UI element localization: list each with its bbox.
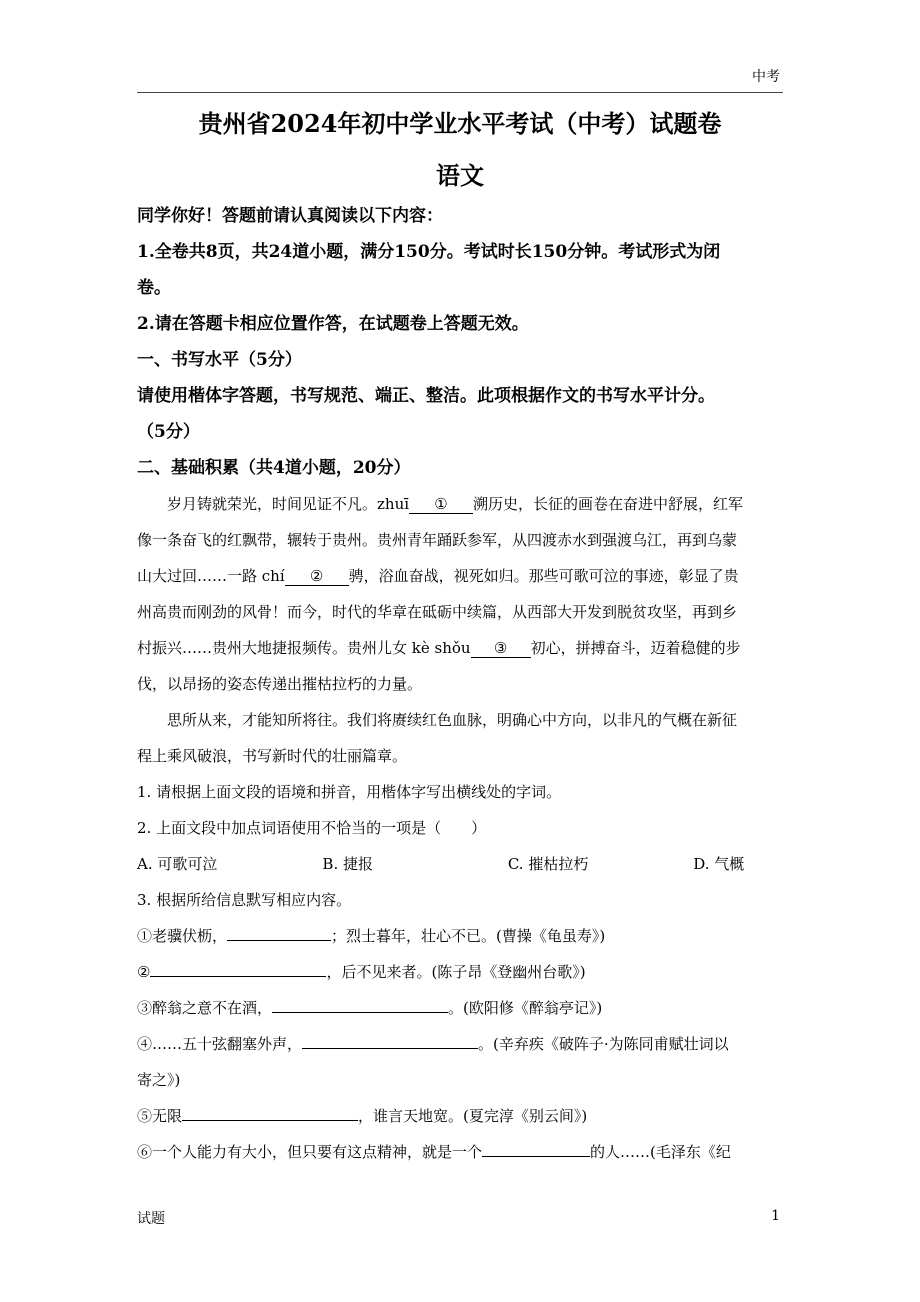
- question-1: 1. 请根据上面文段的语境和拼音，用楷体字写出横线处的字词。: [137, 783, 562, 801]
- page-number: 1: [771, 1208, 780, 1224]
- note-1: 1.全卷共8页，共24道小题，满分150分。考试时长150分钟。考试形式为闭: [137, 242, 721, 262]
- recite-item-1: ①老骥伏枥， ；烈士暮年，壮心不已。(曹操《龟虽寿》): [137, 927, 606, 945]
- question-2: 2. 上面文段中加点词语使用不恰当的一项是（ ）: [137, 819, 487, 837]
- recite-blank: [150, 976, 326, 977]
- blank-3: ③: [471, 639, 531, 658]
- option-d: D. 气概: [693, 855, 745, 873]
- recite-item-4-cont: 寄之》): [137, 1071, 181, 1089]
- subject-title: 语文: [436, 161, 484, 190]
- note-2: 2.请在答题卡相应位置作答，在试题卷上答题无效。: [137, 314, 529, 334]
- header-divider: [137, 92, 783, 93]
- recite-item-5: ⑤无限 ，谁言天地宽。(夏完淳《别云间》): [137, 1107, 588, 1125]
- recite-item-6: ⑥一个人能力有大小，但只要有这点精神，就是一个 的人……(毛泽东《纪: [137, 1143, 731, 1161]
- exam-content: [137, 198, 783, 1170]
- recite-item-3: ③醉翁之意不在酒， 。(欧阳修《醉翁亭记》): [137, 999, 603, 1017]
- recite-blank: [272, 1012, 448, 1013]
- question-3: 3. 根据所给信息默写相应内容。: [137, 891, 352, 909]
- recite-blank: [302, 1048, 478, 1049]
- recite-blank: [182, 1120, 358, 1121]
- intro-line: 同学你好！答题前请认真阅读以下内容：: [137, 206, 443, 226]
- blank-2: ②: [285, 567, 349, 586]
- recite-blank: [227, 940, 331, 941]
- passage-line: 山大过回……一路 chí ② 骋，浴血奋战，视死如归。那些可歌可泣的事迹，彰显了贵: [137, 567, 739, 585]
- option-c: C. 摧枯拉朽: [507, 855, 589, 873]
- option-a: A. 可歌可泣: [137, 855, 218, 873]
- header-tag: 中考: [752, 69, 780, 85]
- question-2-options: [137, 846, 783, 882]
- recite-blank: [482, 1156, 590, 1157]
- passage-line: 像一条奋飞的红飘带，辗转于贵州。贵州青年踊跃参军，从四渡赤水到强渡乌江，再到乌蒙: [137, 531, 738, 549]
- exam-title: 贵州省2024年初中学业水平考试（中考）试题卷: [198, 109, 722, 138]
- section1-heading: 一、书写水平（5分）: [137, 350, 302, 370]
- passage-line: 村振兴……贵州大地捷报频传。贵州儿女 kè shǒu ③ 初心，拼搏奋斗，迈着稳健的步: [137, 639, 741, 657]
- passage-line: 思所从来，才能知所将往。我们将赓续红色血脉，明确心中方向，以非凡的气概在新征: [167, 711, 738, 729]
- blank-1: ①: [409, 495, 473, 514]
- note-1-cont: 卷。: [137, 278, 171, 298]
- passage-line: 伐，以昂扬的姿态传递出摧枯拉朽的力量。: [137, 675, 423, 693]
- passage-line: 州高贵而刚劲的风骨！而今，时代的华章在砥砺中续篇，从西部大开发到脱贫攻坚，再到乡: [137, 603, 738, 621]
- passage-line: 岁月铸就荣光，时间见证不凡。zhuī ① 溯历史，长征的画卷在奋进中舒展，红军: [167, 495, 744, 513]
- section1-text: 请使用楷体字答题，书写规范、端正、整洁。此项根据作文的书写水平计分。: [137, 386, 715, 406]
- section1-score: （5分）: [137, 422, 200, 442]
- recite-item-4: ④……五十弦翻塞外声， 。(辛弃疾《破阵子·为陈同甫赋壮词以: [137, 1035, 729, 1053]
- section2-heading: 二、基础积累（共4道小题，20分）: [137, 458, 411, 478]
- passage-line: 程上乘风破浪，书写新时代的壮丽篇章。: [137, 747, 408, 765]
- recite-item-2: ② ，后不见来者。(陈子昂《登幽州台歌》): [137, 963, 586, 981]
- footer-label: 试题: [137, 1211, 165, 1227]
- option-b: B. 捷报: [322, 855, 373, 873]
